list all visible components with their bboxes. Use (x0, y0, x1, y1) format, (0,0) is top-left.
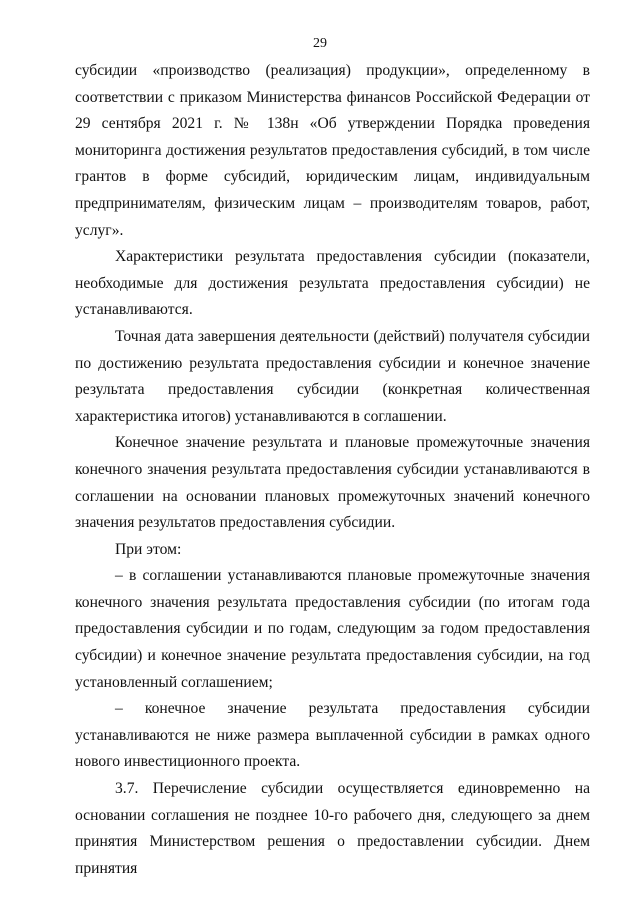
list-item-intermediate-values: – в соглашении устанавливаются плановые промежуточные значения конечного значения результата предоставления субсидии (по итогам года предоставления субсидии и по годам, следующим за годом предоставления субсидии) и конечное значение результата предоставления субсидии, на год установленный соглашением; (75, 567, 590, 691)
paragraph-section-3-7: 3.7. Перечисление субсидии осуществляется единовременно на основании соглашения не позднее 10-го рабочего дня, следующего за днем принятия Министерством решения о предоставлении субсидии. Днем принятия (75, 780, 590, 877)
paragraph-completion-date: Точная дата завершения деятельности (действий) получателя субсидии по достижению результата предоставления субсидии и конечное значение результата предоставления субсидии (конкретная количественная характеристика итогов) устанавливаются в соглашении. (75, 327, 590, 425)
paragraph-characteristics: Характеристики результата предоставления субсидии (показатели, необходимые для достижения результата предоставления субсидии) не устанавливаются. (75, 248, 590, 319)
paragraph-continuation: субсидии «производство (реализация) продукции», определенному в соответствии с приказом Министерства финансов Российской Федерации от 29 сентября 2021 г. № 138н «Об утверждении Порядка проведения мониторинга достижения результатов предоставления субсидий, в том числе грантов в форме субсидий, юридическим лицам, индивидуальным предпринимателям, физическим лицам – производителям товаров, работ, услуг». (75, 62, 590, 239)
list-item-final-value: – конечное значение результата предоставления субсидии устанавливаются не ниже размера выплаченной субсидии в рамках одного нового инвестиционного проекта. (75, 700, 590, 771)
body-text (75, 58, 590, 882)
paragraph-final-value: Конечное значение результата и плановые промежуточные значения конечного значения результата предоставления субсидии устанавливаются в соглашении на основании плановых промежуточных значений конечного значения результатов предоставления субсидии. (75, 434, 590, 532)
page-number: 29 (313, 36, 327, 51)
paragraph-whereas: При этом: (115, 540, 182, 558)
